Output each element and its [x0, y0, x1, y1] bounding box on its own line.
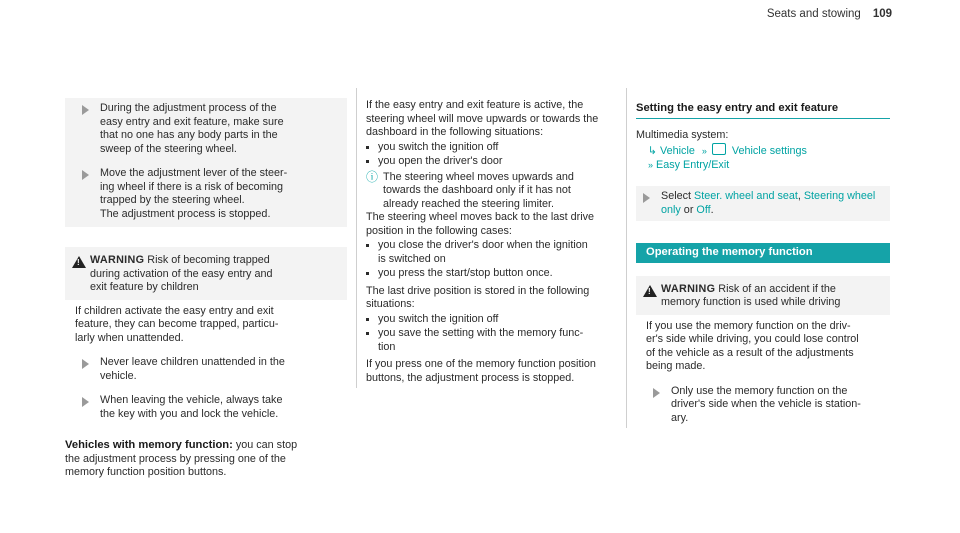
- instruction-block: [65, 98, 347, 227]
- text-line: If the easy entry and exit feature is active, the: [366, 99, 584, 111]
- text-line: er's side while driving, you could lose control: [646, 333, 859, 345]
- instruction-step: [636, 186, 890, 221]
- option-steering-wheel-only-cont[interactable]: only: [661, 203, 681, 216]
- warning-body: [65, 300, 347, 422]
- text-line: If you use the memory function on the driv-: [646, 319, 851, 332]
- text-line: the adjustment process by pressing one of the: [65, 452, 286, 465]
- text-line: buttons, the adjustment process is stopped.: [366, 371, 575, 384]
- menu-path-line-2: [636, 159, 890, 173]
- info-icon: ⓘ: [366, 169, 379, 184]
- text-line: driver's side when the vehicle is station-: [671, 398, 861, 410]
- text-line: ary.: [671, 411, 689, 424]
- warning-title: WARNING: [661, 282, 716, 295]
- section-heading: Setting the easy entry and exit feature: [636, 102, 839, 114]
- text-line: being made.: [646, 360, 706, 372]
- column-divider-1: [356, 88, 357, 388]
- text-line: that no one has any body parts in the: [100, 129, 278, 141]
- column-1: [65, 98, 347, 480]
- warning-box: [636, 276, 890, 426]
- menu-path-easy-entry[interactable]: Easy Entry/Exit: [656, 158, 730, 171]
- text-run: or: [680, 203, 697, 216]
- warning-header: [636, 276, 890, 315]
- chevron-double-icon: »: [648, 159, 654, 170]
- vehicles-memory-paragraph: [65, 439, 347, 480]
- text-line: dashboard in the following situations:: [366, 126, 544, 138]
- multimedia-label: Multimedia system:: [636, 128, 729, 141]
- text-line: trapped by the steering wheel.: [100, 194, 245, 206]
- list-item: you switch the ignition off: [366, 313, 622, 327]
- option-steering-wheel-only[interactable]: Steering wheel: [803, 190, 876, 202]
- text-line: Move the adjustment lever of the steer-: [100, 167, 288, 179]
- text-line: of the vehicle as a result of the adjustments: [646, 346, 854, 359]
- text-line: is switched on: [378, 252, 446, 265]
- warning-box: [65, 247, 347, 421]
- column-3: [636, 102, 890, 425]
- note-block: [366, 171, 622, 212]
- text-line: easy entry and exit feature, make sure: [100, 115, 284, 128]
- instruction-step: [65, 394, 347, 421]
- instruction-step: [636, 385, 890, 426]
- text-run: ,: [797, 190, 801, 202]
- text-line: feature, they can become trapped, particu-: [75, 318, 279, 330]
- instruction-step: [65, 356, 347, 383]
- text-line: you save the setting with the memory func-: [378, 327, 584, 339]
- instruction-step: [75, 102, 347, 156]
- list-item: you switch the ignition off: [366, 141, 622, 155]
- page-number: 109: [872, 8, 892, 20]
- warning-triangle-icon: [72, 256, 86, 268]
- step-arrow-icon: [82, 359, 89, 369]
- text-line: Only use the memory function on the: [671, 384, 848, 397]
- text-run: Select: [661, 190, 695, 202]
- column-divider-2: [626, 88, 627, 428]
- step-arrow-icon: [82, 105, 89, 115]
- option-steer-wheel-and-seat[interactable]: Steer. wheel and seat: [694, 190, 798, 202]
- menu-path-vehicle-settings[interactable]: Vehicle settings: [731, 145, 807, 157]
- text-run: .: [710, 203, 714, 216]
- text-line: The steering wheel moves back to the last drive: [366, 211, 595, 223]
- text-line: exit feature by children: [90, 281, 199, 293]
- text-line: memory function is used while driving: [661, 296, 841, 308]
- text-line: already reached the steering limiter.: [383, 197, 555, 210]
- text-line: sweep of the steering wheel.: [100, 142, 237, 155]
- section-title: Seats and stowing: [766, 8, 861, 20]
- step-arrow-icon: [82, 170, 89, 180]
- car-settings-icon: [712, 143, 726, 155]
- text-line: the key with you and lock the vehicle.: [100, 407, 279, 420]
- text-line: The steering wheel moves upwards and: [383, 170, 574, 183]
- chevron-double-icon: »: [701, 146, 707, 156]
- text-line: The adjustment process is stopped.: [100, 207, 271, 220]
- text-line: If you press one of the memory function position: [366, 358, 596, 370]
- menu-path-vehicle[interactable]: Vehicle: [660, 145, 695, 157]
- warning-header: [65, 247, 347, 300]
- menu-path-line-1: [636, 143, 890, 159]
- memory-section-heading: Operating the memory function: [636, 243, 890, 263]
- text-run: you can stop: [232, 439, 298, 451]
- option-off[interactable]: Off: [696, 203, 711, 216]
- text-line: ing wheel if there is a risk of becoming: [100, 180, 284, 193]
- step-arrow-icon: [82, 397, 89, 407]
- list-item: [366, 327, 622, 354]
- text-line: steering wheel will move upwards or towards the: [366, 112, 599, 125]
- text-line: When leaving the vehicle, always take: [100, 394, 283, 406]
- text-line: Never leave children unattended in the: [100, 356, 285, 368]
- warning-body: [636, 315, 890, 426]
- text-line: vehicle.: [100, 369, 137, 382]
- text-line: During the adjustment process of the: [100, 102, 277, 114]
- text-line: towards the dashboard only if it has not: [383, 184, 571, 196]
- text-line: you close the driver's door when the ignition: [378, 239, 588, 251]
- text-line: tion: [378, 340, 396, 353]
- text-line: memory function position buttons.: [65, 466, 227, 478]
- warning-triangle-icon: [643, 285, 657, 297]
- text-line: Risk of an accident if the: [718, 282, 836, 295]
- list-item: you open the driver's door: [366, 155, 622, 169]
- section-heading-bar: [636, 102, 890, 119]
- step-arrow-icon: [653, 388, 660, 398]
- instruction-step: [75, 167, 347, 221]
- text-line: If children activate the easy entry and exit: [75, 304, 274, 317]
- list-item: you press the start/stop button once.: [366, 267, 622, 281]
- page-header: [767, 8, 892, 20]
- text-line: situations:: [366, 298, 415, 310]
- column-2: [366, 99, 622, 385]
- text-line: The last drive position is stored in the following: [366, 284, 590, 297]
- step-arrow-icon: [643, 193, 650, 203]
- text-line: Risk of becoming trapped: [147, 254, 270, 266]
- return-arrow-icon: ↳: [648, 145, 658, 157]
- text-line: position in the following cases:: [366, 224, 512, 237]
- warning-title: WARNING: [90, 254, 145, 266]
- paragraph-heading: Vehicles with memory function:: [65, 439, 233, 451]
- text-line: larly when unattended.: [75, 331, 184, 344]
- text-line: during activation of the easy entry and: [90, 267, 273, 280]
- list-item: [366, 239, 622, 266]
